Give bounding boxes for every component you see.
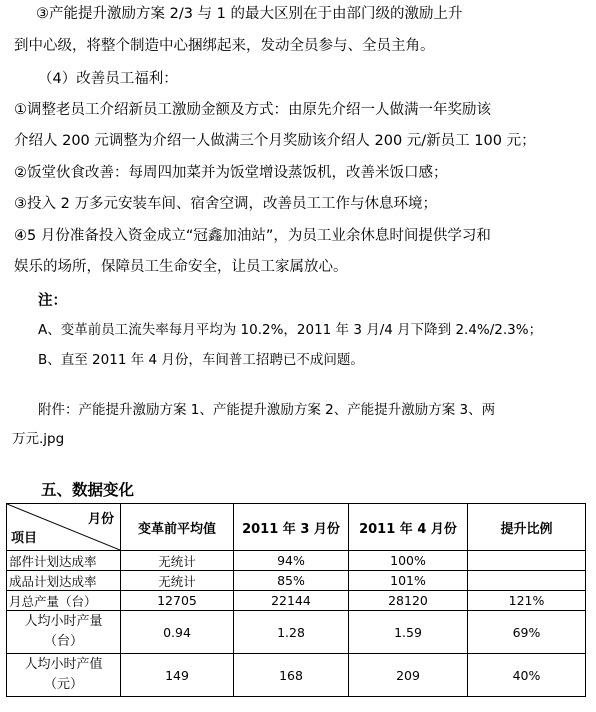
table-cell: 12705 <box>121 591 234 611</box>
note-title: 注： <box>38 293 67 309</box>
table-cell: 40% <box>468 654 586 697</box>
welfare-item-2: ②饭堂伙食改善：每周四加菜并为饭堂增设蒸饭机，改善米饭口感； <box>14 165 448 181</box>
table-cell: 无统计 <box>121 551 234 571</box>
row-label: 人均小时产量（台） <box>7 611 121 654</box>
note-a: A、变革前员工流失率每月平均为 10.2%，2011 年 3 月/4 月下降到 2.4%/2.3%； <box>38 322 543 338</box>
table-row <box>7 571 586 591</box>
section-title-data-changes: 五、数据变化 <box>41 481 135 499</box>
table-cell: 94% <box>234 551 349 571</box>
table-cell <box>468 551 586 571</box>
table-cell: 149 <box>121 654 234 697</box>
table-row <box>7 654 586 697</box>
column-header: 提升比例 <box>468 504 586 551</box>
subheading-welfare: （4）改善员工福利： <box>38 71 178 87</box>
table-cell: 无统计 <box>121 571 234 591</box>
column-header: 2011 年 3 月份 <box>234 504 349 551</box>
row-label: 部件计划达成率 <box>7 551 121 571</box>
table-row <box>7 551 586 571</box>
table-cell: 1.28 <box>234 611 349 654</box>
table-cell: 168 <box>234 654 349 697</box>
table-cell: 0.94 <box>121 611 234 654</box>
column-header: 变革前平均值 <box>121 504 234 551</box>
table-cell: 101% <box>349 571 468 591</box>
table-cell: 121% <box>468 591 586 611</box>
paragraph-incentive-plan-line1: ③产能提升激励方案 2/3 与 1 的最大区别在于由部门级的激励上升 <box>36 6 463 22</box>
table-row <box>7 611 586 654</box>
table-cell <box>468 571 586 591</box>
row-label: 成品计划达成率 <box>7 571 121 591</box>
table-cell: 100% <box>349 551 468 571</box>
data-change-table <box>6 503 586 697</box>
attachment-line2: 万元.jpg <box>12 431 65 447</box>
row-label: 人均小时产值（元） <box>7 654 121 697</box>
welfare-item-4-line1: ④5 月份准备投入资金成立“冠鑫加油站”，为员工业余休息时间提供学习和 <box>14 228 491 244</box>
note-b: B、直至 2011 年 4 月份，车间普工招聘已不成问题。 <box>38 352 364 368</box>
attachment-line1: 附件：产能提升激励方案 1、产能提升激励方案 2、产能提升激励方案 3、两 <box>38 402 496 418</box>
table-cell: 22144 <box>234 591 349 611</box>
welfare-item-1-line2: 介绍人 200 元调整为介绍一人做满三个月奖励该介绍人 200 元/新员工 100 元； <box>14 133 536 149</box>
corner-header-cell <box>7 504 121 551</box>
corner-label-month: 月份 <box>87 512 114 527</box>
welfare-item-1-line1: ①调整老员工介绍新员工激励金额及方式：由原先介绍一人做满一年奖励该 <box>14 102 491 118</box>
table-cell: 209 <box>349 654 468 697</box>
paragraph-incentive-plan-line2: 到中心级，将整个制造中心捆绑起来，发动全员参与、全员主角。 <box>14 38 435 54</box>
table-row <box>7 591 586 611</box>
corner-label-item: 项目 <box>11 531 38 546</box>
welfare-item-4-line2: 娱乐的场所，保障员工生命安全，让员工家属放心。 <box>14 259 348 275</box>
welfare-item-3: ③投入 2 万多元安装车间、宿舍空调，改善员工工作与休息环境； <box>14 196 437 212</box>
table-cell: 69% <box>468 611 586 654</box>
column-header: 2011 年 4 月份 <box>349 504 468 551</box>
table-header-row <box>7 504 586 551</box>
row-label: 月总产量（台） <box>7 591 121 611</box>
table-cell: 1.59 <box>349 611 468 654</box>
table-cell: 28120 <box>349 591 468 611</box>
table-cell: 85% <box>234 571 349 591</box>
